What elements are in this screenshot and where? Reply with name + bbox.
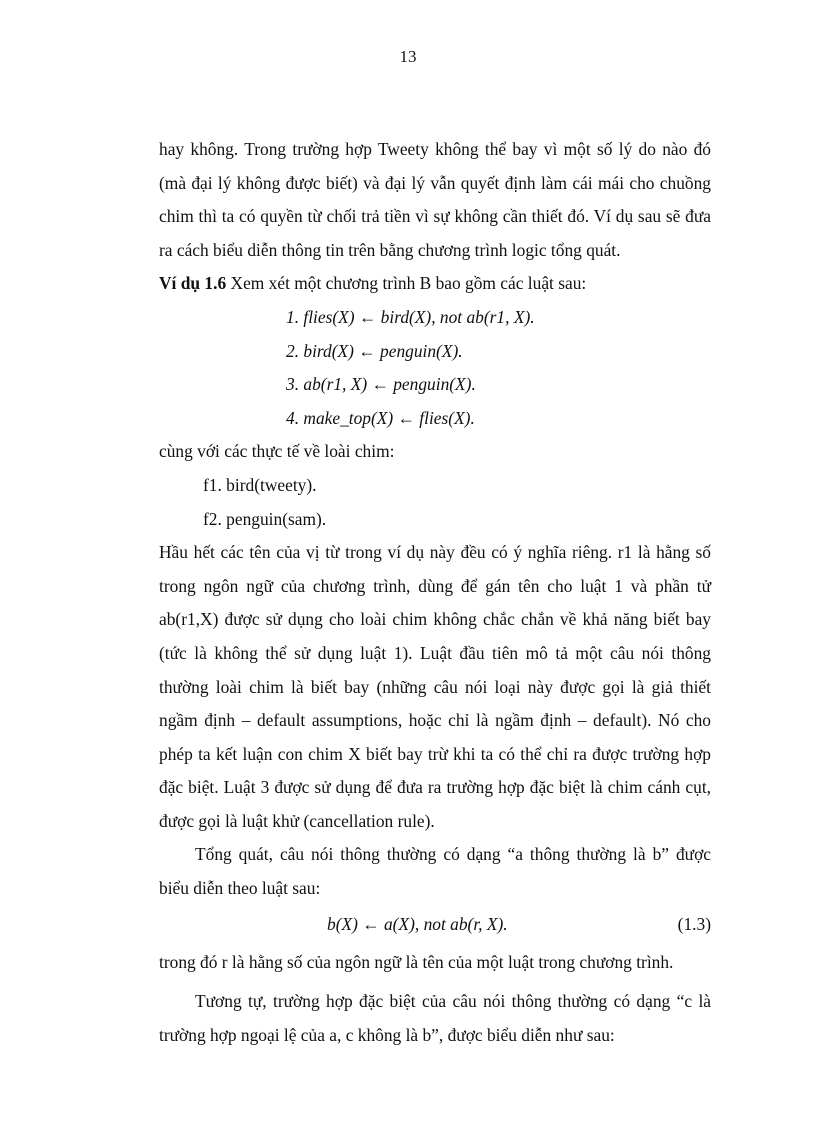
fact-list bbox=[203, 469, 711, 536]
text-line: ngầm định – default assumptions, hoặc chỉ là ngầm định – default). Nó cho bbox=[159, 710, 711, 731]
rule-item: 4. make_top(X) ← flies(X). bbox=[286, 407, 475, 428]
paragraph-intro bbox=[159, 133, 711, 267]
text-line: thường loài chim là biết bay (những câu nói loại này được gọi là giả thiết bbox=[159, 676, 711, 697]
example-text: Xem xét một chương trình B bao gồm các luật sau: bbox=[226, 273, 587, 294]
text-line: ra cách biểu diễn thông tin trên bằng chương trình logic tổng quát. bbox=[159, 239, 621, 260]
equation-number: (1.3) bbox=[677, 913, 711, 934]
paragraph-general bbox=[159, 838, 711, 905]
page-number: 13 bbox=[399, 47, 417, 66]
text-line: (tức là không thể sử dụng luật 1). Luật đầu tiên mô tả một câu nói thông bbox=[159, 642, 711, 663]
fact-item: f2. penguin(sam). bbox=[203, 508, 327, 529]
paragraph-where: trong đó r là hằng số của ngôn ngữ là tên của một luật trong chương trình. bbox=[159, 951, 674, 972]
example-label: Ví dụ 1.6 bbox=[159, 273, 227, 294]
text-line: (mà đại lý không được biết) và đại lý vẫn quyết định làm cái mái cho chuồng bbox=[159, 172, 711, 193]
text-line: trường hợp ngoại lệ của a, c không là b”, được biểu diễn như sau: bbox=[159, 1024, 615, 1045]
text-line: hay không. Trong trường hợp Tweety không thể bay vì một số lý do nào đó bbox=[159, 139, 711, 159]
text-line: ab(r1,X) được sử dụng cho loài chim không chắc chắn về khả năng biết bay bbox=[159, 609, 711, 630]
rule-list bbox=[286, 301, 711, 435]
text-line: đặc biệt. Luật 3 được sử dụng để đưa ra trường hợp đặc biệt là chim cánh cụt, bbox=[159, 777, 711, 798]
paragraph-explanation bbox=[159, 536, 711, 838]
facts-intro: cùng với các thực tế về loài chim: bbox=[159, 441, 395, 462]
text-line: Hầu hết các tên của vị từ trong ví dụ này đều có ý nghĩa riêng. r1 là hằng số bbox=[159, 542, 711, 563]
text-line: biểu diễn theo luật sau: bbox=[159, 878, 321, 899]
page-body bbox=[159, 133, 711, 1052]
paragraph-exception bbox=[159, 985, 711, 1052]
fact-item: f1. bird(tweety). bbox=[203, 474, 317, 495]
equation: b(X) ← a(X), not ab(r, X). bbox=[327, 913, 508, 934]
text-line: được gọi là luật khử (cancellation rule). bbox=[159, 810, 435, 831]
equation-row bbox=[159, 906, 711, 946]
example-heading bbox=[159, 267, 711, 301]
text-line: trong ngôn ngữ của chương trình, dùng để gán tên cho luật 1 và phần tử bbox=[159, 575, 711, 596]
text-line: Tổng quát, câu nói thông thường có dạng “a thông thường là b” được bbox=[195, 844, 711, 865]
rule-item: 1. flies(X) ← bird(X), not ab(r1, X). bbox=[286, 306, 535, 327]
rule-item: 3. ab(r1, X) ← penguin(X). bbox=[286, 374, 476, 395]
text-line: chim thì ta có quyền từ chối trả tiền vì sự không cần thiết đó. Ví dụ sau sẽ đưa bbox=[159, 206, 711, 227]
text-line: Tương tự, trường hợp đặc biệt của câu nói thông thường có dạng “c là bbox=[195, 991, 711, 1012]
rule-item: 2. bird(X) ← penguin(X). bbox=[286, 340, 463, 361]
text-line: phép ta kết luận con chim X biết bay trừ khi ta có thể chỉ ra được trường hợp bbox=[159, 743, 711, 764]
